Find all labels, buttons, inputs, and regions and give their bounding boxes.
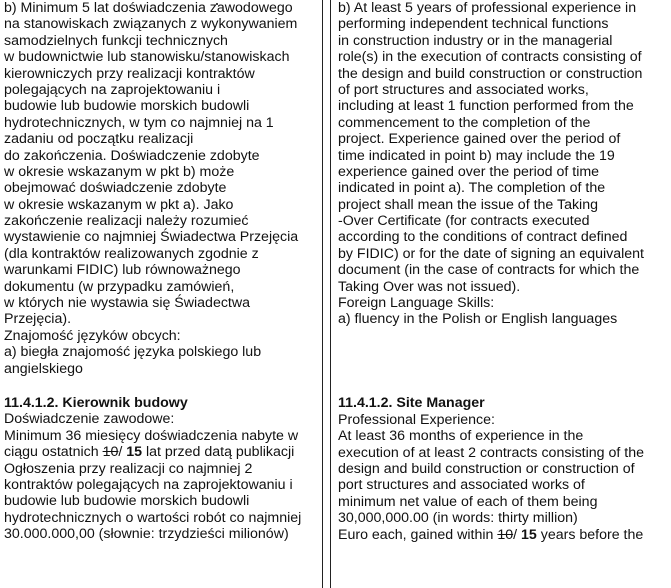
text-line: b) Minimum 5 lat doświadczenia zawodowego bbox=[4, 0, 293, 16]
text-line: budowie lub budowie morskich budowli bbox=[4, 493, 250, 510]
text-line: wystawienie co najmniej Świadectwa Przejęcia bbox=[4, 229, 299, 246]
text-line: a) biegła znajomość języka polskiego lub bbox=[4, 344, 262, 361]
text-line: hydrotechnicznych, w tym co najmniej na 1 bbox=[4, 114, 274, 131]
text-line: obejmować doświadczenie zdobyte bbox=[4, 180, 227, 197]
text-line: (dla kontraktów realizowanych zgodnie z bbox=[4, 245, 259, 262]
text-line: angielskiego bbox=[4, 360, 83, 377]
text-line: indicated in point a). The completion of the bbox=[338, 180, 606, 197]
text-line: -Over Certificate (for contracts executed bbox=[338, 213, 590, 230]
text-line: document (in the case of contracts for which the bbox=[338, 262, 640, 279]
english-section-title: 11.4.1.2. Site Manager bbox=[338, 395, 485, 412]
polish-body-tail bbox=[4, 461, 320, 543]
text-line: port structures and associated works of bbox=[338, 477, 585, 494]
english-subheading: Professional Experience: bbox=[338, 411, 495, 428]
text-line: including at least 1 function performed from the bbox=[338, 98, 634, 115]
text-line: w okresie wskazanym w pkt a). Jako bbox=[4, 196, 234, 213]
text-line: design and build construction or construction of bbox=[338, 460, 635, 477]
column-divider-left bbox=[322, 0, 323, 588]
polish-body-line: Minimum 36 miesięcy doświadczenia nabyte w bbox=[4, 427, 299, 444]
text-line: zadaniu od początku realizacji bbox=[4, 131, 194, 148]
text-line: 30.000.000,00 (słownie: trzydzieści milionów) bbox=[4, 526, 289, 543]
text-line: w których nie wystawia się Świadectwa bbox=[4, 295, 251, 312]
text-line: role(s) in the execution of contracts consisting of bbox=[338, 49, 642, 66]
text-line: in construction industry or in the managerial bbox=[338, 32, 613, 49]
polish-column bbox=[0, 0, 320, 543]
text-line: budowie lub budowie morskich budowli bbox=[4, 98, 250, 115]
english-intro-paragraph bbox=[338, 0, 671, 328]
text-line: do zakończenia. Doświadczenie zdobyte bbox=[4, 147, 260, 164]
text-line: Przejęcia). bbox=[4, 311, 72, 328]
amended-years: 15 bbox=[126, 444, 143, 461]
text-line: Foreign Language Skills: bbox=[338, 295, 495, 312]
text-line: 30,000,000.00 (in words: thirty million) bbox=[338, 510, 578, 527]
text-line: minimum net value of each of them being bbox=[338, 493, 598, 510]
text-line: the design and build construction or construction bbox=[338, 65, 643, 82]
text-line: Ogłoszenia przy realizacji co najmniej 2 bbox=[4, 460, 253, 477]
struck-years: 10 bbox=[102, 444, 119, 461]
text-line: execution of at least 2 contracts consisting of the bbox=[338, 444, 644, 461]
text-line: dokumentu (w przypadku zamówień, bbox=[4, 278, 235, 295]
english-column bbox=[330, 0, 671, 543]
text-line: w okresie wskazanym w pkt b) może bbox=[4, 163, 235, 180]
text-line: hydrotechnicznych o wartości robót co najmniej bbox=[4, 509, 302, 526]
text-line: of port structures and associated works, bbox=[338, 81, 589, 98]
text-line: samodzielnych funkcji technicznych bbox=[4, 32, 228, 49]
text-line: kierowniczych przy realizacji kontraktów bbox=[4, 65, 255, 82]
english-body bbox=[338, 428, 671, 526]
text-line: polegających na zaprojektowaniu i bbox=[4, 81, 221, 98]
text-line: Taking Over was not issued). bbox=[338, 278, 521, 295]
text-line: project. Experience gained over the period of bbox=[338, 131, 621, 148]
text-line: performing independent technical functions bbox=[338, 16, 609, 33]
text-line: na stanowiskach związanych z wykonywaniem bbox=[4, 16, 298, 33]
amended-years: 15 bbox=[521, 526, 537, 543]
text-line: project shall mean the issue of the Taking bbox=[338, 196, 598, 213]
polish-subheading: Doświadczenie zawodowe: bbox=[4, 411, 175, 428]
text-line: according to the conditions of contract defined bbox=[338, 229, 628, 246]
text-line: Znajomość języków obcych: bbox=[4, 327, 181, 344]
text-line: kontraktów polegających na zaprojektowaniu i bbox=[4, 476, 293, 493]
text-line: experience gained over the period of time bbox=[338, 163, 600, 180]
polish-body-line-amended: ciągu ostatnich 10/ 15 lat przed datą publikacji bbox=[4, 444, 295, 461]
text-line: time indicated in point b) may include the 19 bbox=[338, 147, 615, 164]
text-line: a) fluency in the Polish or English languages bbox=[338, 311, 618, 328]
text-line: warunkami FIDIC) lub równoważnego bbox=[4, 262, 241, 279]
text-line: At least 36 months of experience in the bbox=[338, 428, 584, 445]
text-line: commencement to the completion of the bbox=[338, 114, 591, 131]
text-line: b) At least 5 years of professional experience in bbox=[338, 0, 637, 16]
text-line: w budownictwie lub stanowisku/stanowiskach bbox=[4, 49, 290, 66]
text-line: zakończenie realizacji należy rozumieć bbox=[4, 213, 249, 230]
polish-intro-paragraph bbox=[4, 0, 320, 377]
polish-section-title: 11.4.1.2. Kierownik budowy bbox=[4, 394, 188, 411]
text-line: by FIDIC) or for the date of signing an equivalent bbox=[338, 245, 644, 262]
english-body-line-amended: Euro each, gained within 10/ 15 years before the bbox=[338, 526, 644, 543]
struck-years: 10 bbox=[497, 526, 514, 543]
